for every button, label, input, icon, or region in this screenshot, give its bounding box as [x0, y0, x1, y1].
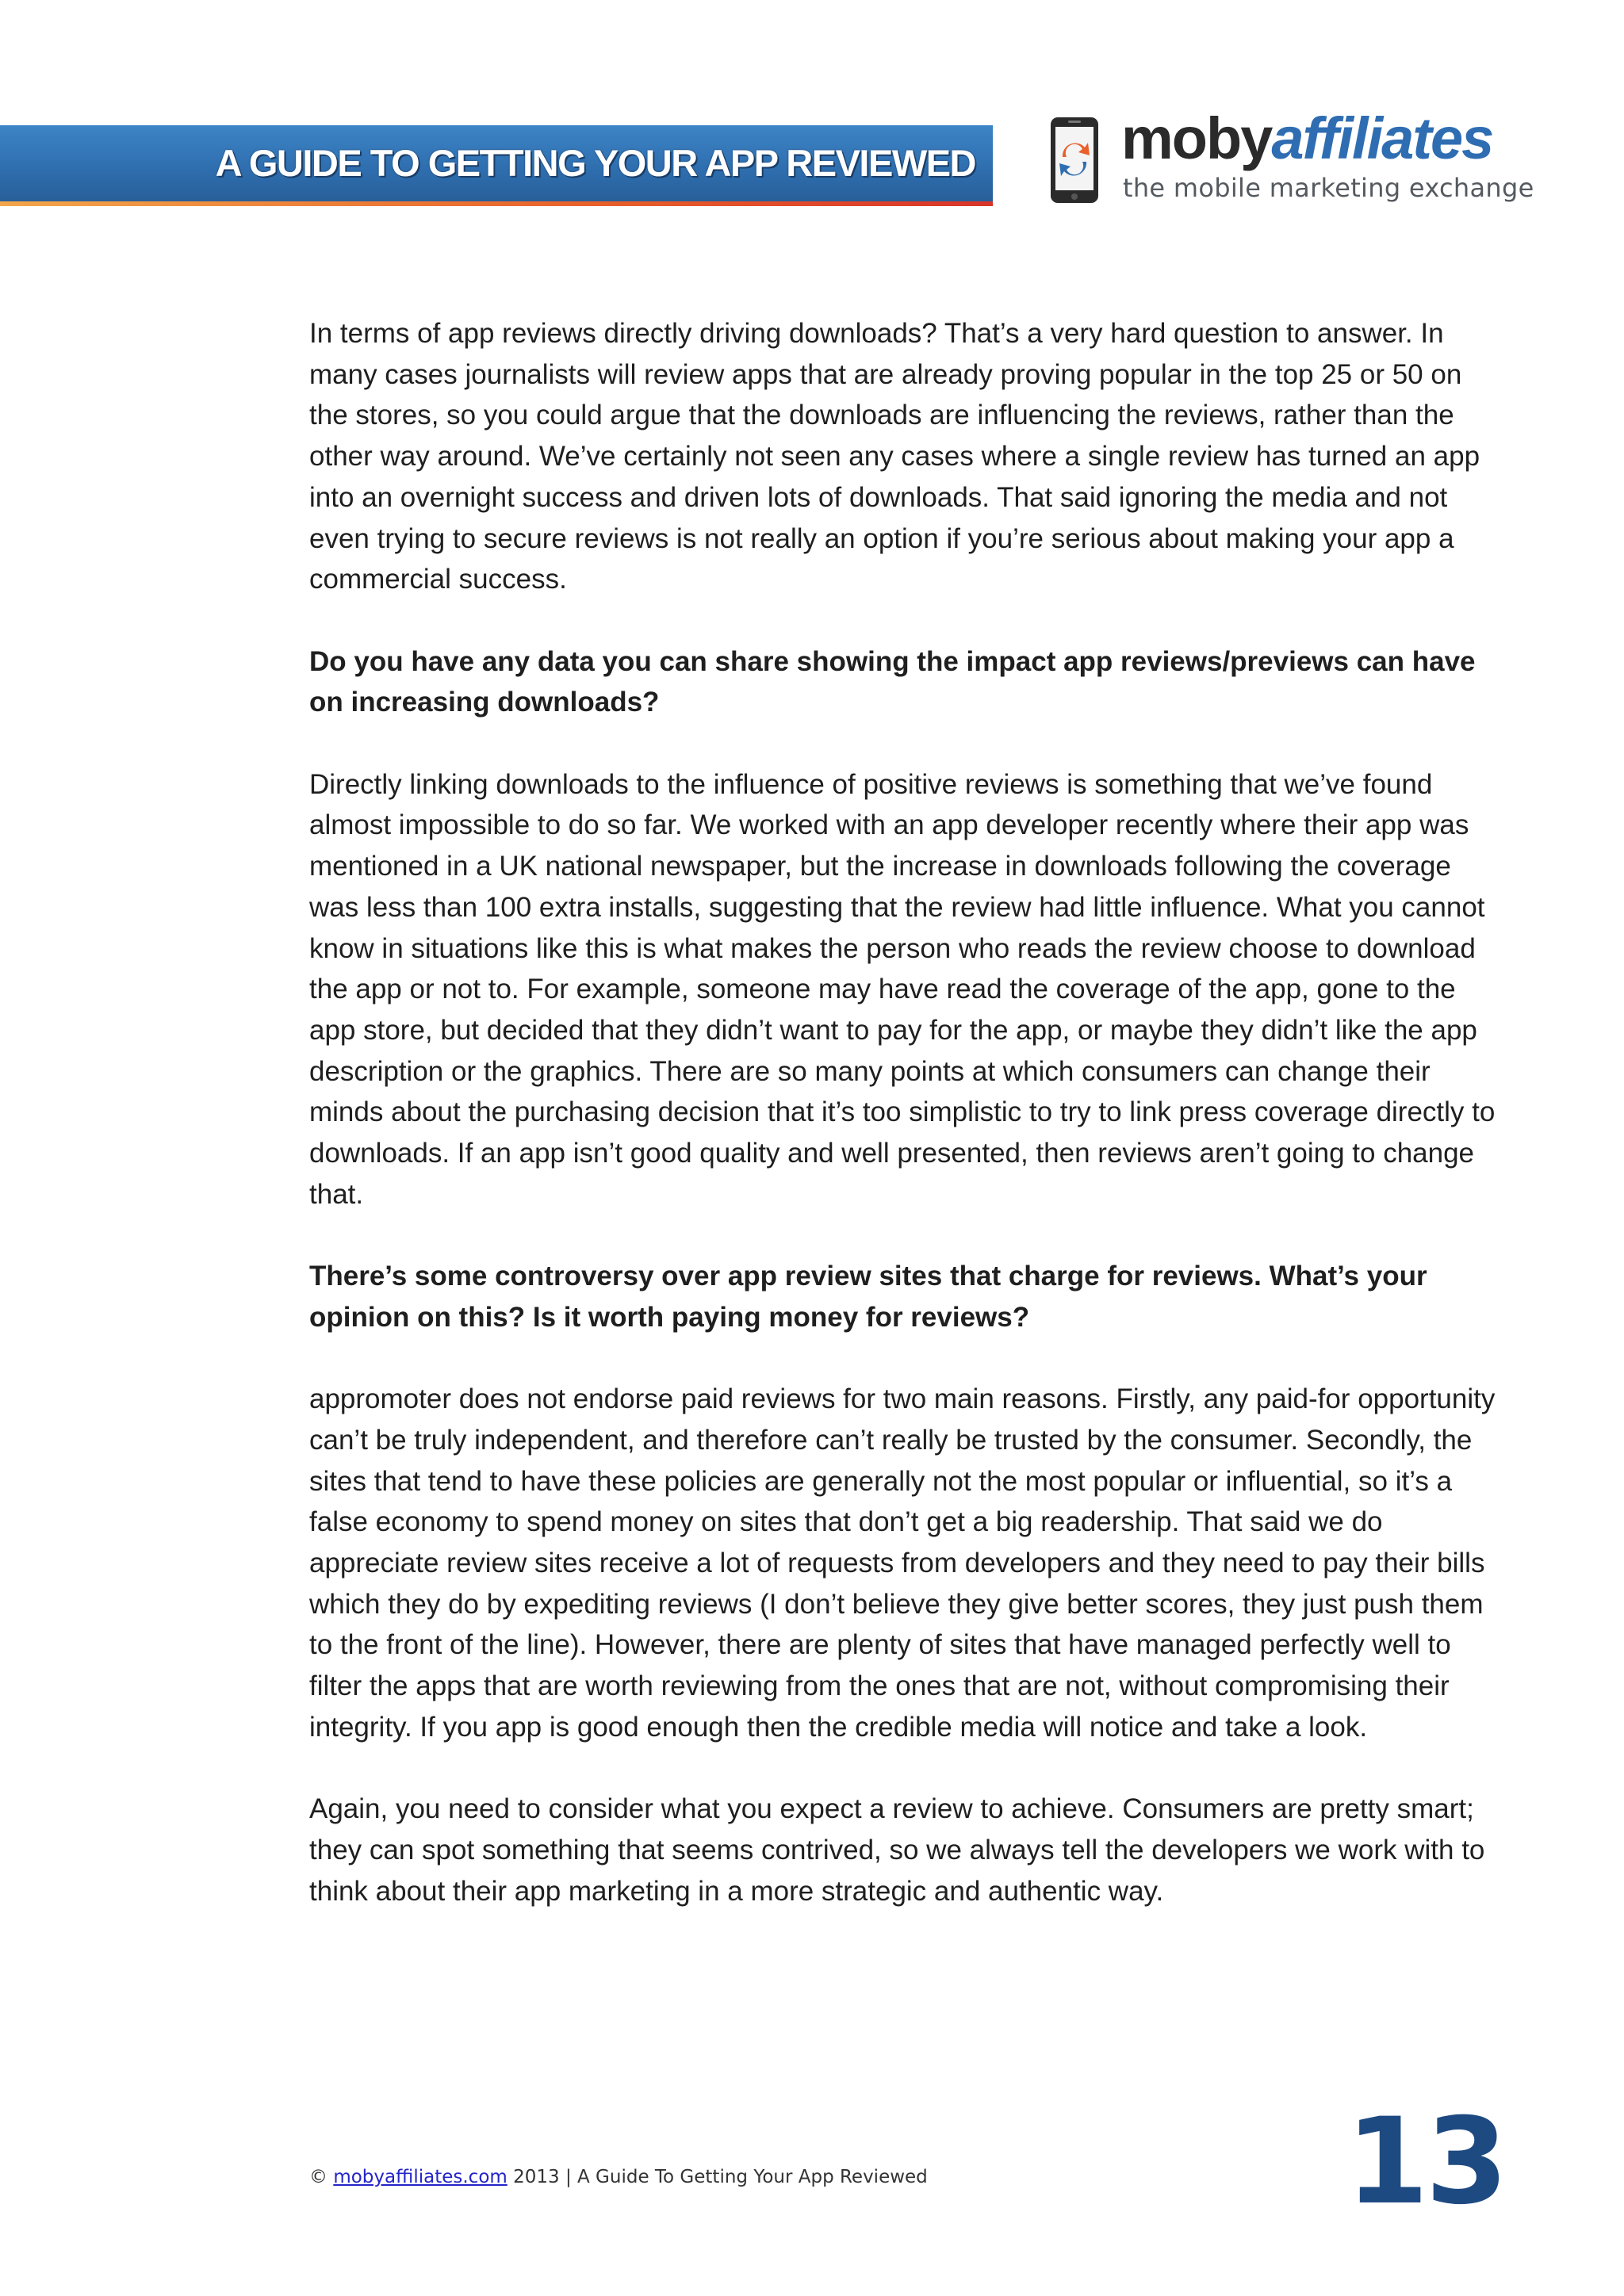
page-footer: [309, 2167, 928, 2187]
answer-paragraph: appromoter does not endorse paid reviews for two main reasons. Firstly, any paid-for opportunity can’t be truly independent, and therefore can’t really be trusted by the consumer. Secondly, the sites that tend to have these policies are generally not the most popular or influential, so it’s a false economy to spend money on sites that don’t get a big readership. That said we do appreciate review sites receive a lot of requests from developers and they need to pay their bills which they do by expediting reviews (I don’t believe they give better scores, they just push them to the front of the line). However, there are plenty of sites that have managed perfectly well to filter the apps that are worth reviewing from the ones that are not, without compromising their integrity. If you app is good enough then the credible media will notice and take a look.: [309, 1383, 1496, 1743]
mobyaffiliates-logo: [1048, 105, 1534, 208]
question-paragraph: There’s some controversy over app review sites that charge for reviews. What’s your opinion on this? Is it worth paying money for reviews?: [309, 1261, 1427, 1333]
copyright-symbol: ©: [309, 2167, 327, 2187]
footer-site-link[interactable]: mobyaffiliates.com: [333, 2167, 508, 2187]
document-title: A GUIDE TO GETTING YOUR APP REVIEWED: [215, 142, 975, 184]
question-paragraph: Do you have any data you can share showing the impact app reviews/previews can have on increasing downloads?: [309, 645, 1476, 718]
article-body: [309, 313, 1507, 1953]
phone-logo-icon: [1048, 116, 1101, 205]
logo-tagline: the mobile marketing exchange: [1123, 173, 1534, 203]
footer-text: 2013 | A Guide To Getting Your App Reviewed: [507, 2167, 928, 2187]
page-number: 13: [1346, 2093, 1505, 2231]
answer-paragraph: Directly linking downloads to the influence of positive reviews is something that we’ve found almost impossible to do so far. We worked with an app developer recently where their app was mentioned in a UK national newspaper, but the increase in downloads following the coverage was less than 100 extra installs, suggesting that the review had little influence. What you cannot know in situations like this is what makes the person who reads the review choose to download the app or not to. For example, someone may have read the coverage of the app, gone to the app store, but decided that they didn’t want to pay for the app, or maybe they didn’t like the app description or the graphics. There are so many points at which consumers can change their minds about the purchasing decision that it’s too simplistic to try to link press coverage directly to downloads. If an app isn’t good quality and well presented, then reviews aren’t going to change that.: [309, 768, 1496, 1210]
logo-word-moby: moby: [1121, 105, 1272, 171]
answer-paragraph: In terms of app reviews directly driving downloads? That’s a very hard question to answer. In many cases journalists will review apps that are already proving popular in the top 25 or 50 on the stores, so you could argue that the downloads are influencing the reviews, rather than the other way around. We’ve certainly not seen any cases where a single review has turned an app into an overnight success and driven lots of downloads. That said ignoring the media and not even trying to secure reviews is not really an option if you’re serious about making your app a commercial success.: [309, 318, 1480, 595]
logo-word-affiliates: affiliates: [1271, 105, 1493, 171]
logo-wordmark: [1121, 105, 1493, 171]
header-banner: [0, 125, 993, 201]
answer-paragraph: Again, you need to consider what you expect a review to achieve. Consumers are pretty smart; they can spot something that seems contrived, so we always tell the developers we work with to think about their app marketing in a more strategic and authentic way.: [309, 1793, 1485, 1907]
